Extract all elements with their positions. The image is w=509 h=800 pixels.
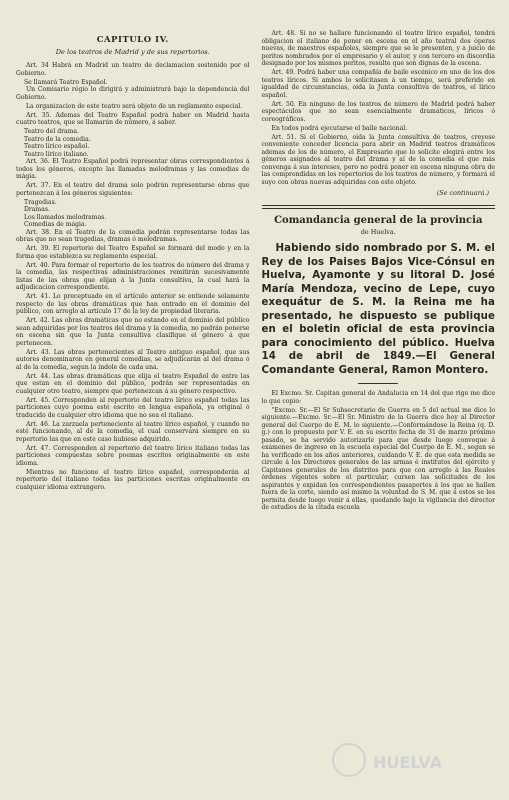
article-41: Art. 41. Lo preceptuado en el artículo anterior se entiende solamente respecto de las obras dramáticas que han entrado en el dominio del público, con arreglo al artículo 17 de la ley de propiedad literaria. — [16, 293, 250, 315]
article-49: Art. 49. Podrá haber una compañía de baile escénico en uno de los dos teatros líricos. Si ambos lo solicitasen á un tiempo, será preferido en igualdad de circunstancias, oida la Junta consultiva de teatros, el lírico español. — [261, 69, 495, 99]
genre-list-item: Los llamados melodramas. — [24, 213, 107, 221]
article-46: Art. 46. La zarzuela perteneciente al teatro lírico español, y cuando no esté funcionando, al de la comedia, el cual conservará siempre en su repertorio las que en este caso hubiese adquirido. — [16, 420, 250, 443]
article-37: Art. 37. En el teatro del drama solo podrán representarse obras que pertenezcan á los géneros siguientes: — [16, 182, 250, 197]
genre-list-item: Dramas. — [24, 206, 50, 213]
article-45: Art. 45. Corresponden al repertorio del teatro lírico español todas las particiones cuyo poema esté escrito en lengua española, ya original ó traducido de cualquier otro idioma que no sea el italiano. — [16, 396, 250, 419]
right-column — [262, 30, 496, 790]
theatre-list-item: Teatro de la comedia. — [24, 135, 91, 143]
article-39: Art. 39. El repertorio del Teatro Español se formará del modo y en la forma que establezca su reglamento especial. — [16, 245, 250, 260]
article-50: Art. 50. En ninguno de los teatros de número de Madrid podrá haber espectáculos que no sean esencialmente dramáticos, líricos ó coreográficos. — [261, 100, 495, 123]
continued-note: (Se continuará.) — [436, 189, 489, 197]
order-body: "Excmo. Sr.—El Sr Subsecretario de Guerra en 5 del actual me dice lo siguiente.—Excmo. Sr.—El Sr. Ministro de la Guerra dice hoy al Director general del Cuerpo de E. M. lo siguiente.—Conformándose la Reina (q. D. g.) con lo propuesto por V. E. en su escrito fecha de 31 de marzo próximo pasado, se ha servido autorizarle para que desde luego convoque á exámenes de ingreso en la escuela especial del Cuerpo de E. M., segun se ha verificado en los años anteriores, cuidando V. E. de que esta medida se circule á los Directores generales de las armas é institutos del ejército y Capitanes generales de los distritos para que con arreglo á las Reales órdenes vigentes sobre el particular, cursen las solicitudes de los aspirantes y expidan los correspondientes pasaportes á los que se hallen fuera de la corte, siendo así mismo la voluntad de S. M. que á estos se les permita desde luego venir á ellas, quedando bajo la vigilancia del director de estudios de la citada escuela — [261, 406, 495, 511]
chapter-heading: CAPITULO IV. — [96, 34, 169, 44]
short-rule-divider — [358, 383, 398, 384]
section-title: Comandancia general de la provincia — [274, 215, 483, 226]
genre-list-item: Comedias de mágia. — [24, 221, 87, 228]
double-rule-divider — [262, 205, 496, 209]
article-34-line-b: Un Comisario régio lo dirigirá y administrará bajo la dependencia del Gobierno. — [16, 86, 250, 101]
article-40: Art. 40. Para formar el repertorio de los teatros de número del drama y la comedia, las respectivas administraciones remitirán sucesivamente listas de las obras que elijan á la Junta consultiva, la cual hará la adjudicacion correspondiente. — [16, 261, 250, 291]
article-34-line-a: Se llamará Teatro Español. — [24, 78, 108, 86]
article-47-continued: Mientras no funcione el teatro lírico español, corresponderán al repertorio del italiano todas las particiones escritas originalmente en cualquier idioma extrangero. — [16, 468, 250, 491]
article-51: Art. 51. Si el Gobierno, oida la Junta consultiva de teatros, creyese conveniente conceder licencia para abrir en Madrid teatros dramáticos ademas de los de número, el Empresario que lo solicite elegirá entre los géneros asignados al teatro del drama y al de la comedia el que más convenga á sus intereses, pero no podrá poner en escena ninguna obra de las comprendidas en los repertorios de los teatros de número, y formará el suyo con obras nuevas adquiridas con este objeto. — [261, 133, 495, 186]
article-43: Art. 43. Las obras pertenecientes al Teatro antiguo español, que sus autores denominaron en general comedias, se adjudicarán al del drama ó al de la comedia, segun la índole de cada una. — [16, 348, 250, 371]
article-34: Art. 34 Habrá en Madrid un teatro de declamacion sostenido por el Gobierno. — [16, 62, 250, 77]
article-34-line-c: La organizacion de este teatro será objeto de un reglamento especial. — [26, 102, 243, 110]
article-42: Art. 42. Las obras dramáticas que no estando en el dominio del público sean adquiridas por los teatros del drama y la comedia, no podrán ponerse en escena sin que la Junta consultiva clasifique el género á que pertenecen. — [16, 317, 250, 347]
watermark-text: HUELVA — [373, 753, 442, 772]
order-intro: El Excmo. Sr. Capitan general de Andalucia en 14 del que rige me dice lo que copio: — [261, 390, 495, 405]
theatre-list-item: Teatro del drama. — [24, 128, 79, 135]
article-48: Art. 48. Si no se hallare funcionando el teatro lírico español, tendrá obligacion el italiano de poner en escena en el año teatral dos óperas nuevas, de maestros españoles, siempre que se le presenten, y a juicio de peritos nombrados por el empresario y el autor, y con tercero en discordia designado por los mismos peritos, resulte que son dignas de la escena. — [261, 30, 495, 67]
article-38: Art. 38. En el Teatro de la comedia podrán representarse todas las obras que no sean tragedias, dramas ó melodramas. — [16, 228, 250, 243]
chapter-subheading: De los teatros de Madrid y de sus repertorios. — [55, 48, 210, 56]
genre-list-item: Tragedias. — [24, 198, 57, 206]
consul-notice: Habiendo sido nombrado por S. M. el Rey de los Paises Bajos Vice-Cónsul en Huelva, Ayamonte y su litoral D. José María Mendoza, vecino de Lepe, cuyo exequátur de S. M. la Reina me ha presentado, he dispuesto se publique en el boletin oficial de esta provincia para conocimiento del público. Huelva 14 de abril de 1849.—El General Comandante General, Ramon Montero. — [261, 243, 495, 376]
theatre-list-item: Teatro lírico italiano. — [24, 150, 89, 158]
article-36: Art. 36. El Teatro Español podrá representar obras correspondientes á todos los géneros, excepto las llamadas melodramas y las comedias de mágia. — [16, 158, 250, 180]
article-50-continued: En todos podrá ejecutarse el baile nacional. — [271, 124, 408, 132]
article-47: Art. 47. Corresponden al repertorio del teatro lírico italiano todas las particiones compuestas sobre poemas escritos originalmente en este idioma. — [16, 444, 250, 467]
theatre-list-item: Teatro lírico español. — [24, 143, 90, 150]
article-35: Art. 35. Ademas del Teatro Español podrá haber en Madrid hasta cuatro teatros, que se llamarán de número, á saber. — [16, 111, 250, 126]
left-column — [16, 30, 250, 790]
section-subtitle: de Huelva. — [360, 228, 396, 236]
article-44: Art. 44. Las obras dramáticas que elija el teatro Español de entre las que estan en el dominio del público, podrán ser representadas en cualquier otro teatro, siempre que pertenezcan á su género respectivo. — [16, 372, 250, 395]
